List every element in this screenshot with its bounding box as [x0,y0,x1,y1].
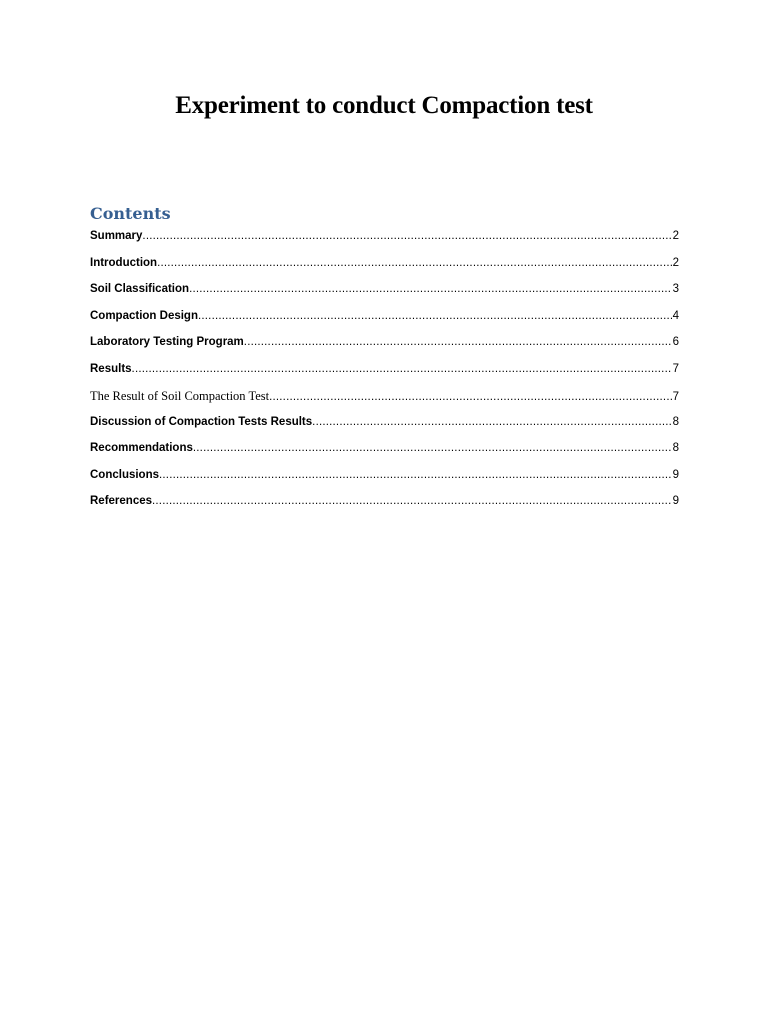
toc-dot-leader [269,391,672,403]
toc-dot-leader [157,257,672,269]
toc-dot-leader [142,230,671,242]
toc-dot-leader [189,283,672,295]
table-of-contents [90,230,679,522]
toc-page-number: 7 [672,391,679,403]
toc-page-number: 9 [672,468,679,481]
toc-page-number: 8 [672,442,679,454]
toc-page-number: 7 [672,362,679,375]
toc-entry-label: Discussion of Compaction Tests Results [90,415,313,428]
toc-dot-leader [159,469,672,481]
toc-page-number: 2 [672,256,679,269]
toc-entry-label: Results [90,362,132,375]
toc-dot-leader [132,363,672,375]
toc-entry-label: Laboratory Testing Program [90,336,244,348]
toc-entry-references[interactable] [90,495,679,522]
toc-entry-laboratory-testing-program[interactable] [90,336,679,363]
toc-dot-leader [244,336,672,348]
toc-entry-conclusions[interactable] [90,469,679,496]
document-title: Experiment to conduct Compaction test [175,92,593,119]
toc-page-number: 6 [672,336,679,348]
toc-entry-label: The Result of Soil Compaction Test [90,389,270,403]
toc-entry-label: Summary [90,230,143,242]
toc-entry-label: Recommendations [90,442,193,454]
toc-entry-discussion[interactable] [90,416,679,443]
toc-page-number: 9 [672,495,679,507]
toc-entry-recommendations[interactable] [90,442,679,469]
toc-entry-results[interactable] [90,363,679,390]
toc-page-number: 8 [672,415,679,428]
toc-page-number: 2 [672,230,679,242]
toc-dot-leader [312,416,671,428]
toc-entry-result-of-soil-compaction-test[interactable] [90,389,679,416]
toc-dot-leader [193,442,672,454]
toc-dot-leader [198,310,672,322]
toc-heading: Contents [90,204,171,223]
toc-entry-introduction[interactable] [90,257,679,284]
toc-page-number: 3 [672,283,679,295]
toc-entry-compaction-design[interactable] [90,310,679,337]
toc-entry-label: Conclusions [90,468,160,481]
toc-entry-soil-classification[interactable] [90,283,679,310]
toc-entry-summary[interactable] [90,230,679,257]
toc-dot-leader [152,495,672,507]
toc-page-number: 4 [672,309,679,322]
toc-entry-label: Compaction Design [90,309,198,322]
toc-entry-label: References [90,495,153,507]
toc-entry-label: Introduction [90,256,158,269]
toc-entry-label: Soil Classification [90,283,190,295]
